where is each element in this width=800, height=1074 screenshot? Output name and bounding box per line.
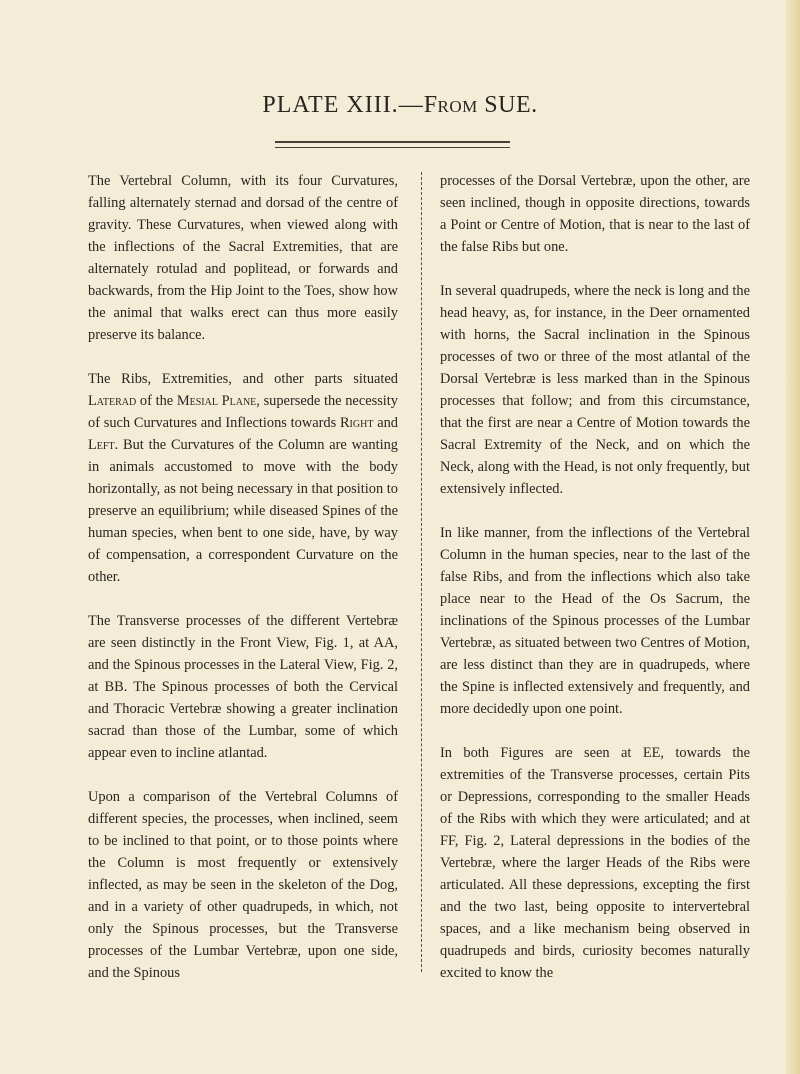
paragraph: Upon a comparison of the Vertebral Columns of different species, the processes, when inclined, seem to be inclined to that point, or to those points where the Column is most frequently or extensively inflected, as may be seen in the skeleton of the Dog, and in a variety of other quadrupeds, in which, not only the Spinous processes, but the Transverse processes of the Lumbar Vertebræ, upon one side, and the Spinous bbox=[88, 789, 398, 981]
paragraph: In like manner, from the inflections of the Vertebral Column in the human species, near to the last of the false Ribs, and from the inflections which also take place near to the Head of the Os Sacrum, the inclinations of the Spinous processes of the Lumbar Vertebræ, as situated between two Centres of Motion, are less distinct than they are in quadrupeds, where the Spine is inflected extensively and frequently, and more decidedly upon one point. bbox=[440, 525, 750, 717]
text-run: and bbox=[373, 415, 398, 431]
title-rule bbox=[275, 141, 510, 148]
paragraph: In both Figures are seen at EE, towards the extremities of the Transverse processes, certain Pits or Depressions, corresponding to the smaller Heads of the Ribs with which they were articulated; and at FF, Fig. 2, Lateral depressions in the bodies of the Vertebræ, where the larger Heads of the Ribs were articulated. All these depressions, excepting the first and the two last, being opposite to intervertebral spaces, and a like mechanism being observed in quadrupeds and birds, curiosity becomes naturally excited to know the bbox=[440, 745, 750, 981]
left-column bbox=[88, 170, 398, 1006]
right-column bbox=[440, 170, 750, 1006]
title-dash: — bbox=[398, 92, 424, 118]
plate-number: PLATE XIII. bbox=[262, 92, 399, 118]
paragraph: processes of the Dorsal Vertebræ, upon the other, are seen inclined, though in opposite directions, towards a Point or Centre of Motion, that is near to the last of the false Ribs but one. bbox=[440, 173, 750, 255]
paragraph: The Transverse processes of the different Vertebræ are seen distinctly in the Front View, Fig. 1, at AA, and the Spinous processes in the Lateral View, Fig. 2, at BB. The Spinous processes of both the Cervical and Thoracic Vertebræ showing a greater inclination sacrad than those of the Lumbar, some of which appear even to incline atlantad. bbox=[88, 613, 398, 761]
text-run: Left bbox=[88, 437, 115, 453]
paragraph bbox=[88, 368, 398, 588]
text-run: , supersede the necessity of such Curvatures and Inflections towards bbox=[88, 393, 398, 431]
text-run: . But the Curvatures of the Column are wanting in animals accustomed to move with the body horizontally, as not being necessary in that position to preserve an equilibrium; while diseased Spines of the human species, when bent to one side, have, by way of compensation, a correspondent Curvature on the other. bbox=[88, 437, 398, 585]
paragraph: In several quadrupeds, where the neck is long and the head heavy, as, for instance, in the Deer ornamented with horns, the Sacral inclination in the Spinous processes of two or three of the most atlantal of the Dorsal Vertebræ is less marked than in the Spinous processes that follow; and from this circumstance, that the first are near a Centre of Motion towards the Sacral Extremity of the Neck, and on which the Neck, along with the Head, is not only frequently, but extensively inflected. bbox=[440, 283, 750, 497]
plate-source: From SUE. bbox=[423, 92, 538, 118]
column-divider bbox=[421, 172, 422, 972]
page-title bbox=[0, 92, 800, 119]
paragraph: The Vertebral Column, with its four Curvatures, falling alternately sternad and dorsad of the centre of gravity. These Curvatures, when viewed along with the inflections of the Sacral Extremities, that are alternately rotulad and poplitead, or forwards and backwards, from the Hip Joint to the Toes, show how the animal that walks erect can thus more easily preserve its balance. bbox=[88, 173, 398, 343]
text-run: The Ribs, Extremities, and other parts situated bbox=[88, 371, 398, 387]
text-run: Mesial Plane bbox=[176, 393, 257, 409]
text-run: of the bbox=[136, 393, 177, 409]
page-edge bbox=[786, 0, 800, 1074]
text-run: Laterad bbox=[88, 393, 137, 409]
text-run: Right bbox=[339, 415, 374, 431]
